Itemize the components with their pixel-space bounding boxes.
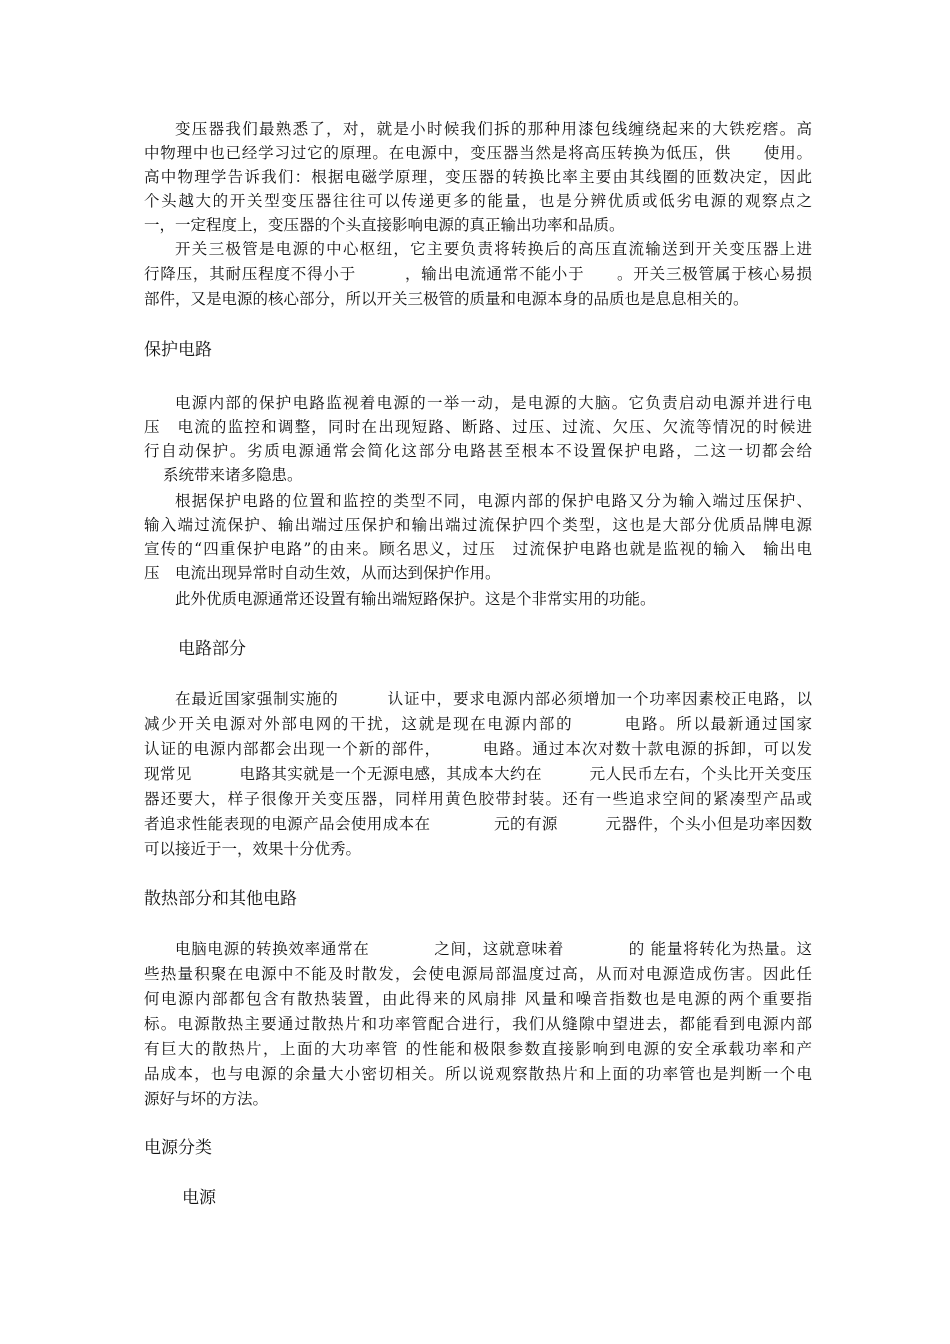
paragraph-line: 个头越大的开关型变压器往往可以传递更多的能量，也是分辨优质或低劣电源的观察点之 [144, 192, 812, 210]
paragraph-line: 输入端过流保护、输出端过压保护和输出端过流保护四个类型，这也是大部分优质品牌电源 [144, 516, 812, 534]
paragraph-line: 开关三极管是电源的中心枢纽，它主要负责将转换后的高压直流输送到开关变压器上进 [175, 240, 812, 258]
paragraph-line: 电脑电源的转换效率通常在 之间，这就意味着 的 能量将转化为热量。这 [175, 940, 812, 958]
paragraph-line: 些热量积聚在电源中不能及时散发，会使电源局部温度过高，从而对电源造成伤害。因此任 [144, 965, 812, 983]
paragraph-line: 宣传的“四重保护电路”的由来。顾名思义，过压 过流保护电路也就是监视的输入 输出电 [144, 540, 812, 558]
paragraph-line: 可以接近于一，效果十分优秀。 [144, 840, 362, 858]
paragraph-line: 中物理中也已经学习过它的原理。在电源中，变压器当然是将高压转换为低压，供 使用。 [144, 144, 812, 162]
paragraph-line: 一，一定程度上，变压器的个头直接影响电源的真正输出功率和品质。 [144, 216, 625, 234]
paragraph-line: 品成本，也与电源的余量大小密切相关。所以说观察散热片和上面的功率管也是判断一个电 [144, 1065, 812, 1083]
section-heading: 保护电路 [144, 340, 212, 360]
paragraph-line: 者追求性能表现的电源产品会使用成本在 元的有源 元器件，个头小但是功率因数 [144, 815, 812, 833]
paragraph-line: 高中物理学告诉我们：根据电磁学原理，变压器的转换比率主要由其线圈的匝数决定，因此 [144, 168, 812, 186]
section-heading: 电源分类 [144, 1138, 212, 1158]
paragraph-line: 在最近国家强制实施的 认证中，要求电源内部必须增加一个功率因素校正电路，以 [175, 690, 812, 708]
paragraph-line: 认证的电源内部都会出现一个新的部件， 电路。通过本次对数十款电源的拆卸，可以发 [144, 740, 812, 758]
paragraph-line: 标。电源散热主要通过散热片和功率管配合进行，我们从缝隙中望进去，都能看到电源内部 [144, 1015, 812, 1033]
paragraph-line: 减少开关电源对外部电网的干扰，这就是现在电源内部的 电路。所以最新通过国家 [144, 715, 812, 733]
paragraph-line: 行自动保护。劣质电源通常会简化这部分电路甚至根本不设置保护电路，二这一切都会给 [144, 442, 812, 460]
paragraph-line: 现常见 电路其实就是一个无源电感，其成本大约在 元人民币左右，个头比开关变压 [144, 765, 812, 783]
paragraph-line: 系统带来诸多隐患。 [163, 466, 303, 484]
paragraph-line: 此外优质电源通常还设置有输出端短路保护。这是个非常实用的功能。 [175, 590, 656, 608]
section-heading: 电源 [182, 1188, 216, 1208]
paragraph-line: 变压器我们最熟悉了，对，就是小时候我们拆的那种用漆包线缠绕起来的大铁疙瘩。高 [175, 120, 812, 138]
paragraph-line: 源好与坏的方法。 [144, 1090, 269, 1108]
paragraph-line: 根据保护电路的位置和监控的类型不同，电源内部的保护电路又分为输入端过压保护、 [175, 492, 812, 510]
paragraph-line: 压 电流出现异常时自动生效，从而达到保护作用。 [144, 564, 501, 582]
paragraph-line: 电源内部的保护电路监视着电源的一举一动，是电源的大脑。它负责启动电源并进行电 [175, 394, 812, 412]
paragraph-line: 器还要大，样子很像开关变压器，同样用黄色胶带封装。还有一些追求空间的紧凑型产品或 [144, 790, 812, 808]
paragraph-line: 部件，又是电源的核心部分，所以开关三极管的质量和电源本身的品质也是息息相关的。 [144, 290, 749, 308]
paragraph-line: 压 电流的监控和调整，同时在出现短路、断路、过压、过流、欠压、欠流等情况的时候进 [144, 418, 812, 436]
paragraph-line: 何电源内部都包含有散热装置，由此得来的风扇排 风量和噪音指数也是电源的两个重要指 [144, 990, 812, 1008]
paragraph-line: 行降压，其耐压程度不得小于 ，输出电流通常不能小于 。开关三极管属于核心易损 [144, 265, 812, 283]
section-heading: 电路部分 [178, 639, 246, 659]
paragraph-line: 有巨大的散热片，上面的大功率管 的性能和极限参数直接影响到电源的安全承载功率和产 [144, 1040, 812, 1058]
section-heading: 散热部分和其他电路 [144, 889, 297, 909]
